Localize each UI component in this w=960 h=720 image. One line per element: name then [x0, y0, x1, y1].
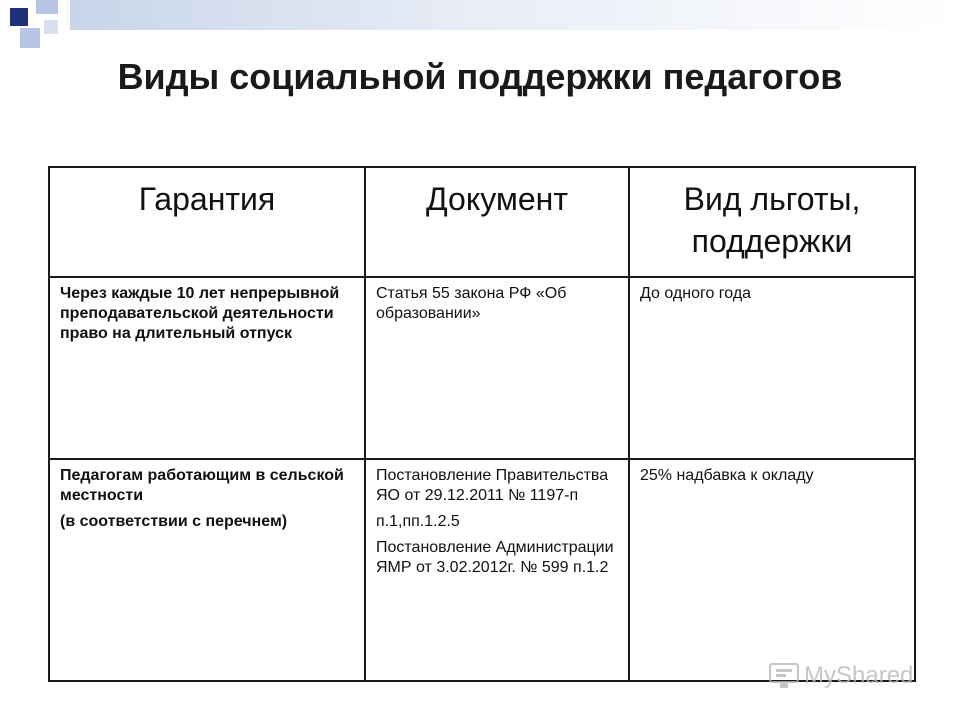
- deco-square-light-2: [20, 28, 40, 48]
- deco-gradient-bar: [70, 0, 960, 30]
- document-text: Постановление Правительства ЯО от 29.12.2011 № 1197-п: [376, 467, 609, 504]
- document-clause: п.1,пп.1.2.5: [376, 513, 460, 530]
- myshared-logo-icon: [768, 662, 800, 690]
- cell-benefit: [629, 459, 915, 681]
- cell-document: [365, 277, 629, 459]
- table-row: [49, 277, 915, 459]
- table-header-row: [49, 167, 915, 277]
- decorative-header-squares: [0, 0, 960, 60]
- header-guarantee: Гарантия: [49, 167, 365, 277]
- header-document: Документ: [365, 167, 629, 277]
- benefit-text: 25% надбавка к окладу: [640, 467, 814, 484]
- myshared-watermark: [768, 658, 928, 694]
- document-text-2: Постановление Администрации ЯМР от 3.02.2012г. № 599 п.1.2: [376, 539, 614, 576]
- cell-guarantee: [49, 459, 365, 681]
- deco-square-light-3: [44, 20, 58, 34]
- support-table: [48, 166, 916, 682]
- guarantee-text: Через каждые 10 лет непрерывной преподавательской деятельности право на длительный отпуск: [60, 285, 340, 342]
- document-text: Статья 55 закона РФ «Об образовании»: [376, 285, 567, 322]
- benefit-text: До одного года: [640, 285, 752, 302]
- slide-title: Виды социальной поддержки педагогов: [117, 56, 843, 97]
- deco-square-navy: [10, 8, 28, 26]
- table-row: [49, 459, 915, 681]
- cell-guarantee: [49, 277, 365, 459]
- guarantee-note: (в соответствии с перечнем): [60, 513, 288, 530]
- watermark-text: MyShared: [804, 662, 914, 689]
- header-benefit: Вид льготы, поддержки: [629, 167, 915, 277]
- deco-square-light-1: [36, 0, 58, 14]
- cell-benefit: [629, 277, 915, 459]
- guarantee-text: Педагогам работающим в сельской местности: [60, 467, 344, 504]
- cell-document: [365, 459, 629, 681]
